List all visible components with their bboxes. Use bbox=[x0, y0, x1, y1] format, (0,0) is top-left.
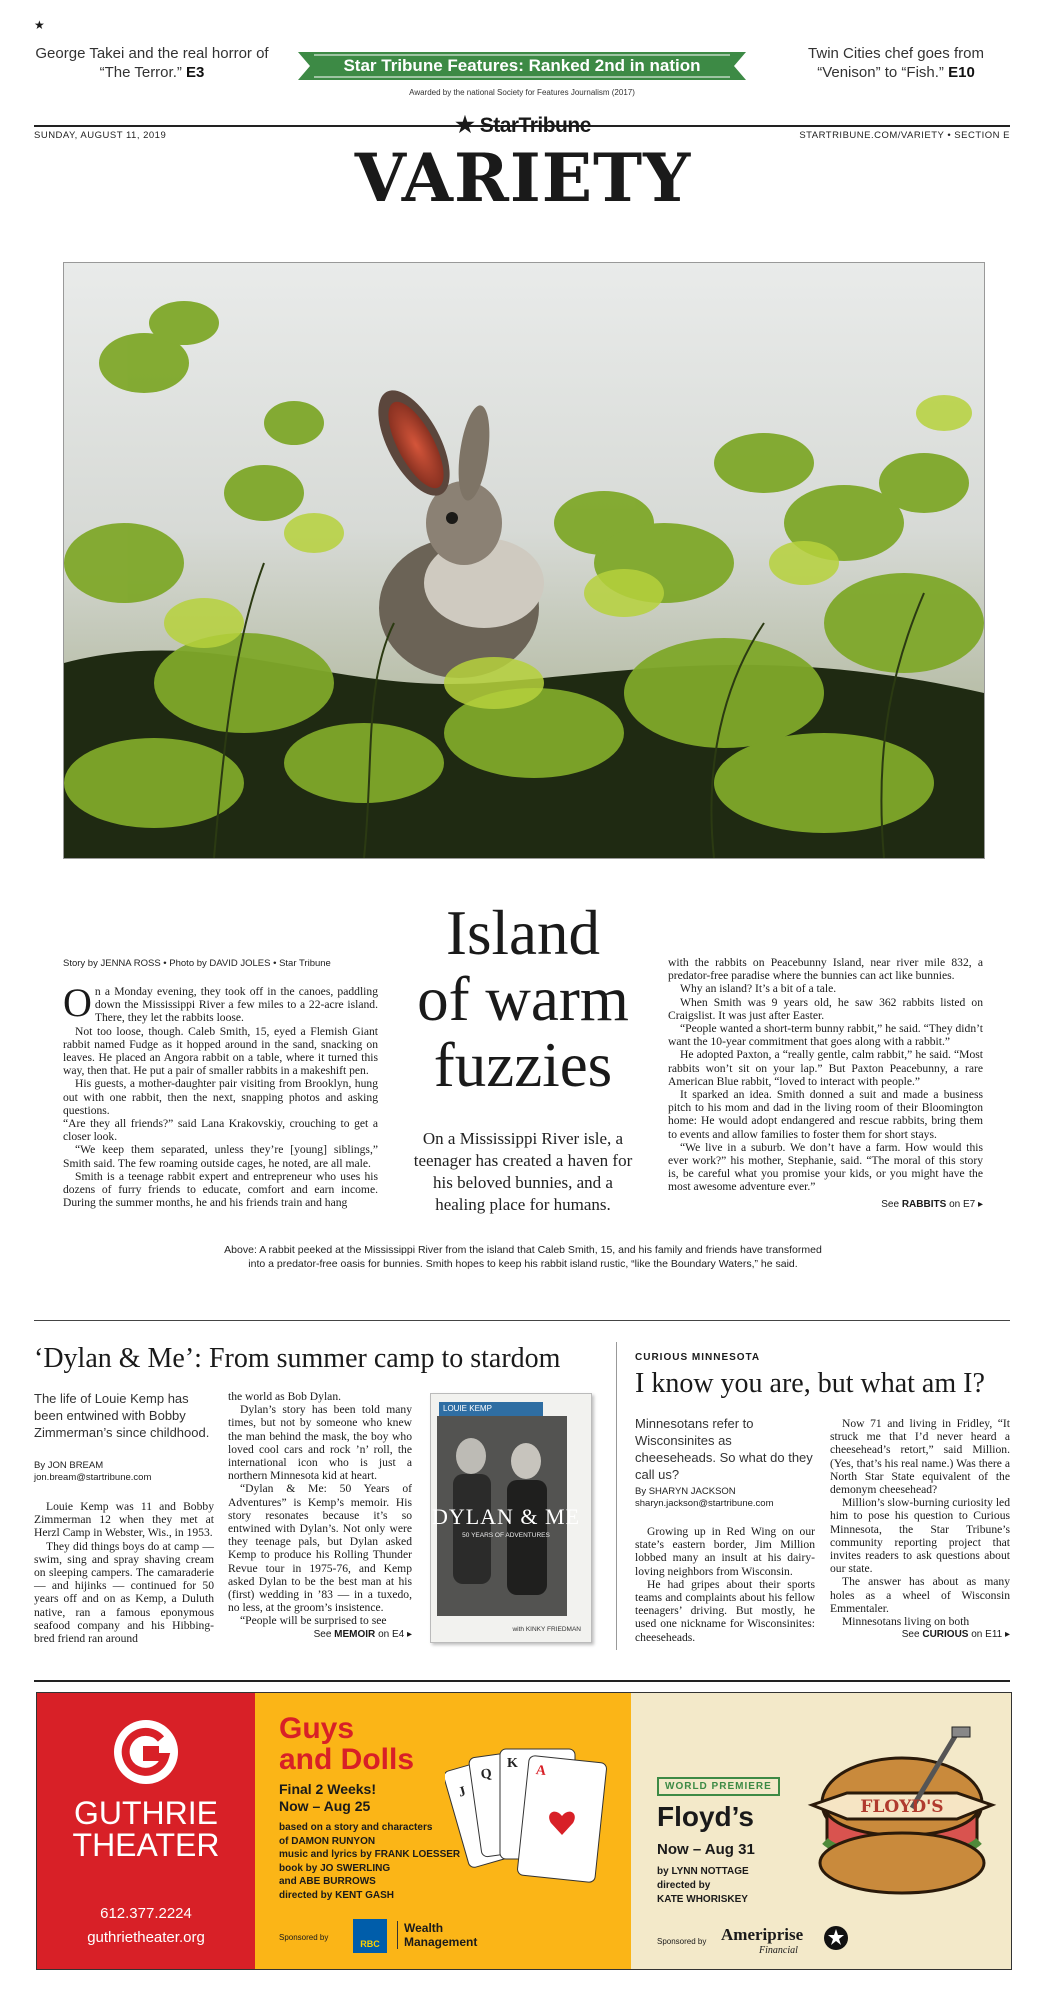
rbc-wealth: Wealth Management bbox=[397, 1921, 477, 1949]
floyds-title: Floyd’s bbox=[657, 1801, 754, 1832]
curious-paragraph: Growing up in Red Wing on our state’s eastern border, Jim Million lobbed many an insult at his dairy-loving neighbors from Wisconsin. bbox=[635, 1525, 815, 1578]
dylan-paragraph: They did things boys do at camp — swim, sing and spray shaving cream on sleeping campers. The camaraderie — and hijinks — continued for 50 years off and on as Kemp, a Duluth native, ran a famous eponymous seafood company and his Hibbing-bred friend ran around bbox=[34, 1539, 214, 1646]
lead-paragraph: When Smith was 9 years old, he saw 362 rabbits listed on Craigslist. It was just after Easter. bbox=[668, 995, 983, 1022]
dylan-column-2 bbox=[228, 1390, 412, 1641]
book-author: LOUIE KEMP bbox=[439, 1402, 543, 1416]
lead-paragraph: His guests, a mother-daughter pair visiting from Brooklyn, hung out with one rabbit, then the next, snapping photos and asking questions. bbox=[63, 1077, 378, 1117]
startribune-logo bbox=[423, 112, 623, 138]
book-foreword: with KINKY FRIEDMAN bbox=[512, 1626, 581, 1633]
curious-paragraph: Million’s slow-burning curiosity led him to pose his question to Curious Minnesota, the Star Tribune’s community reporting project that invites readers to ask questions about our state. bbox=[830, 1496, 1010, 1576]
dylan-paragraph: Dylan’s story has been told many times, but not by someone who knew the man behind the mask, the boy who loved cool cars and rock ’n’ roll, the international icon who is just a northern Minnesota kid at heart. bbox=[228, 1403, 412, 1483]
gd-title: Guys and Dolls bbox=[279, 1712, 415, 1776]
caption-line: Above: A rabbit peeked at the Mississippi River from the island that Caleb Smith, 15, and his family and friends have transformed bbox=[224, 1244, 822, 1256]
lead-column-2 bbox=[668, 956, 983, 1211]
ameriprise-financial: Financial bbox=[759, 1945, 798, 1956]
curious-kicker: CURIOUS MINNESOTA bbox=[635, 1352, 761, 1363]
headline-line: Island bbox=[446, 898, 600, 968]
guthrie-ad[interactable] bbox=[36, 1692, 1012, 1970]
date-line: SUNDAY, AUGUST 11, 2019 bbox=[34, 130, 167, 141]
lead-column-1 bbox=[63, 980, 378, 1210]
award-note: Awarded by the national Society for Features Journalism (2017) bbox=[409, 88, 635, 97]
teaser-right-text: Twin Cities chef goes from “Venison” to “Fish.” bbox=[808, 45, 984, 81]
curious-byline bbox=[635, 1486, 825, 1510]
dylan-paragraph: “Dylan & Me: 50 Years of Adventures” is Kemp’s memoir. His story resonates because it’s so entwined with Dylan’s. Not only were they teenage pals, but Dylan asked Kemp to produce his Rolling Thunder Revue tour in 1975-76, and Kemp asked Dylan to be the best man at his (first) wedding in ’83 — in a tuxedo, no less, at the groom’s insistence. bbox=[228, 1482, 412, 1615]
curious-column-1 bbox=[635, 1525, 815, 1644]
playing-cards-icon bbox=[445, 1731, 615, 1901]
guthrie-phone[interactable]: 612.377.2224 bbox=[100, 1905, 192, 1922]
section-link[interactable]: STARTRIBUNE.COM/VARIETY • SECTION E bbox=[799, 130, 1010, 141]
curious-intro: Minnesotans refer to Wisconsinites as cheeseheads. So what do they call us? bbox=[635, 1416, 813, 1482]
byline-name: By JON BREAM bbox=[34, 1460, 104, 1471]
guys-dolls-panel bbox=[255, 1693, 631, 1969]
curious-paragraph: Now 71 and living in Fridley, “It struck me that I’d never heard a cheesehead’s retort,” said Million. (Yes, that’s his real name.) Was there a North Star State equivalent of the demonym cheesehead? bbox=[830, 1417, 1010, 1497]
features-banner bbox=[298, 48, 746, 84]
rabbit-photo bbox=[63, 262, 985, 859]
lead-paragraph: “We live in a suburb. We don’t have a farm. How would this ever work?” his mother, Stephanie, said. “The moral of this story is, be careful what you promise your kids, or you might have the most awesome adventure ever.” bbox=[668, 1140, 983, 1194]
gd-dates: Final 2 Weeks! Now – Aug 25 bbox=[279, 1781, 377, 1814]
byline-email[interactable]: jon.bream@startribune.com bbox=[34, 1472, 152, 1483]
lead-paragraph: Smith is a teenage rabbit expert and entrepreneur who uses his dozens of furry friends to educate, comfort and earn income. During the summer months, he and his friends train and hang bbox=[63, 1169, 378, 1210]
lead-paragraph-text: n a Monday evening, they took off in the canoes, paddling down the Mississippi River a few miles to a 22-acre island. There, they let the rabbits loose. bbox=[94, 985, 378, 1025]
svg-text:A: A bbox=[535, 1763, 547, 1780]
photo-caption bbox=[160, 1243, 886, 1271]
headline-line: of warm bbox=[417, 964, 629, 1034]
lead-paragraph: Not too loose, though. Caleb Smith, 15, eyed a Flemish Giant rabbit named Fudge as it hopped around in the sand, snacking on leaves. He placed an Angora rabbit on a table, where it turned this way, then that. He put a pair of smaller rabbits in a makeshift pen. bbox=[63, 1024, 378, 1078]
dylan-paragraph: the world as Bob Dylan. bbox=[228, 1390, 342, 1403]
teaser-right-ref: E10 bbox=[948, 64, 975, 81]
floyds-panel bbox=[631, 1693, 1011, 1969]
dylan-headline[interactable]: ‘Dylan & Me’: From summer camp to stardom bbox=[34, 1343, 561, 1374]
svg-text:K: K bbox=[507, 1756, 518, 1771]
logo-star-icon: ★ bbox=[455, 112, 475, 137]
lead-paragraph: “Are they all friends?” said Lana Krakovskiy, crouching to get a closer look. bbox=[63, 1117, 378, 1144]
svg-text:Q: Q bbox=[479, 1766, 493, 1783]
guthrie-logo-icon bbox=[111, 1717, 181, 1787]
caption-line: into a predator-free oasis for bunnies. Smith hopes to keep his rabbit island rustic, “like the Boundary Waters,” he said. bbox=[248, 1258, 798, 1270]
column-divider bbox=[616, 1342, 617, 1650]
dylan-paragraph: Louie Kemp was 11 and Bobby Zimmerman 12 when they met at Herzl Camp in Webster, Wis., in 1953. bbox=[34, 1500, 214, 1540]
teaser-left-ref: E3 bbox=[186, 64, 205, 81]
teaser-right[interactable] bbox=[776, 44, 1016, 82]
dylan-byline bbox=[34, 1460, 214, 1484]
dylan-paragraph: “People will be surprised to see bbox=[240, 1614, 387, 1628]
section-divider bbox=[34, 1320, 1010, 1321]
guthrie-panel bbox=[37, 1693, 255, 1969]
curious-paragraph: The answer has about as many holes as a wheel of Wisconsin Emmentaler. bbox=[830, 1575, 1010, 1615]
lead-paragraph: It sparked an idea. Smith donned a suit and made a business pitch to his mom and dad in the living room of their Bloomington home: He would adopt endangered and rescue rabbits, bring them to events and allow families to foster them for short stays. bbox=[668, 1088, 983, 1141]
book-subtitle: 50 YEARS OF ADVENTURES bbox=[462, 1532, 550, 1539]
dylan-column-1 bbox=[34, 1500, 214, 1645]
ameriprise-logo: Ameriprise bbox=[721, 1925, 804, 1944]
star-mark: ★ bbox=[34, 18, 45, 32]
curious-column-2 bbox=[830, 1417, 1010, 1641]
svg-text:J: J bbox=[456, 1784, 468, 1801]
guthrie-wordmark: GUTHRIE THEATER bbox=[72, 1795, 220, 1863]
curious-paragraph: He had gripes about their sports teams and complaints about his fellow teenagers’ driving. But mostly, he used one nickname for Wisconsinites: cheeseheads. bbox=[635, 1577, 815, 1644]
floyds-dates: Now – Aug 31 bbox=[657, 1841, 755, 1858]
ameriprise-icon bbox=[823, 1925, 849, 1951]
rbc-logo: RBC bbox=[353, 1919, 387, 1953]
gd-credits: based on a story and characters of DAMON RUNYON music and lyrics by FRANK LOESSER book by JO SWERLING and ABE BURROWS directed by KENT GASH bbox=[279, 1822, 461, 1901]
lead-paragraph: Why an island? It’s a bit of a tale. bbox=[680, 982, 837, 996]
gd-sponsored-label: Sponsored by bbox=[279, 1933, 329, 1942]
floyds-sponsored-label: Sponsored by bbox=[657, 1937, 707, 1946]
byline-name: By SHARYN JACKSON bbox=[635, 1486, 736, 1497]
book-cover bbox=[430, 1393, 592, 1643]
lead-paragraph: He adopted Paxton, a “really gentle, calm rabbit,” he said. “Most rabbits won’t sit on your lap.” But Paxton Peacebunny, a rare American Blue rabbit, “loved to interact with people.” bbox=[668, 1048, 983, 1088]
teaser-left[interactable] bbox=[32, 44, 272, 82]
lead-paragraph: “People wanted a short-term bunny rabbit,” he said. “They didn’t want the 10-year commitment that goes along with a rabbit.” bbox=[668, 1022, 983, 1049]
jump-memoir[interactable]: See MEMOIR on E4 ▸ bbox=[313, 1628, 412, 1640]
floyds-sandwich-art bbox=[807, 1723, 997, 1923]
world-premiere-badge: WORLD PREMIERE bbox=[657, 1777, 780, 1796]
floyds-credits: by LYNN NOTTAGE directed by KATE WHORISKEY bbox=[657, 1866, 749, 1905]
byline-email[interactable]: sharyn.jackson@startribune.com bbox=[635, 1498, 774, 1509]
lead-byline: Story by JENNA ROSS • Photo by DAVID JOLES • Star Tribune bbox=[63, 958, 331, 969]
lead-deck: On a Mississippi River isle, a teenager has created a haven for his beloved bunnies, and a healing place for humans. bbox=[413, 1129, 633, 1214]
lead-headline bbox=[408, 900, 638, 1098]
teaser-left-text: George Takei and the real horror of “The Terror.” bbox=[35, 45, 269, 81]
jump-curious[interactable]: See CURIOUS on E11 ▸ bbox=[901, 1629, 1010, 1641]
lead-paragraph: with the rabbits on Peacebunny Island, near river mile 832, a predator-free paradise where the bunnies can act like bunnies. bbox=[668, 956, 983, 983]
drop-cap: O bbox=[63, 980, 92, 1025]
lead-paragraph bbox=[63, 980, 378, 1025]
curious-headline[interactable]: I know you are, but what am I? bbox=[635, 1368, 985, 1399]
curious-paragraph: Minnesotans living on both bbox=[842, 1615, 970, 1629]
logo-text: StarTribune bbox=[479, 114, 591, 137]
floyds-banner-word: FLOYD'S bbox=[860, 1797, 944, 1817]
book-title: DYLAN & ME bbox=[431, 1504, 581, 1529]
dylan-intro: The life of Louie Kemp has been entwined with Bobby Zimmerman’s since childhood. bbox=[34, 1391, 210, 1440]
jump-rabbits[interactable]: See RABBITS on E7 ▸ bbox=[881, 1198, 983, 1210]
ad-rule bbox=[34, 1680, 1010, 1682]
lead-paragraph: “We keep them separated, unless they’re [young] siblings,” Smith said. The few roaming outside cages, he noted, are all male. bbox=[63, 1143, 378, 1170]
banner-text: Star Tribune Features: Ranked 2nd in nation bbox=[343, 56, 701, 75]
guthrie-site[interactable]: guthrietheater.org bbox=[87, 1929, 205, 1946]
headline-line: fuzzies bbox=[433, 1030, 613, 1100]
section-title: VARIETY bbox=[354, 139, 692, 217]
